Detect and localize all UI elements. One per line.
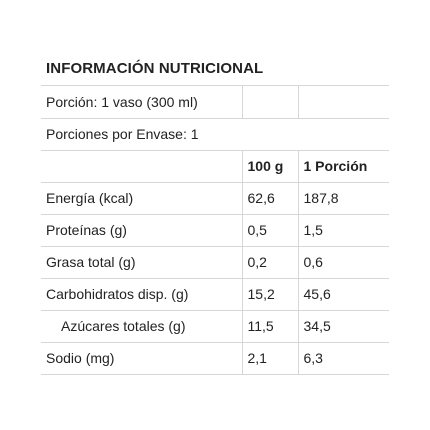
servings-per-container-row xyxy=(41,118,389,150)
nutrient-value-portion: 187,8 xyxy=(298,182,389,214)
nutrient-label: Grasa total (g) xyxy=(41,246,242,278)
nutrient-label: Energía (kcal) xyxy=(41,182,242,214)
serving-size: Porción: 1 vaso (300 ml) xyxy=(41,86,242,118)
nutrient-row-sugars xyxy=(41,310,389,342)
column-header-portion: 1 Porción xyxy=(298,150,389,182)
nutrition-title: INFORMACIÓN NUTRICIONAL xyxy=(41,52,389,86)
serving-empty-cell xyxy=(298,86,389,118)
column-header-empty xyxy=(41,150,242,182)
nutrient-value-100g: 0,2 xyxy=(242,246,298,278)
serving-row xyxy=(41,86,389,118)
nutrient-value-100g: 15,2 xyxy=(242,278,298,310)
nutrient-value-portion: 1,5 xyxy=(298,214,389,246)
nutrient-label: Carbohidratos disp. (g) xyxy=(41,278,242,310)
nutrient-value-100g: 62,6 xyxy=(242,182,298,214)
nutrient-row-protein xyxy=(41,214,389,246)
nutrition-facts-label xyxy=(41,52,389,375)
column-header-100g: 100 g xyxy=(242,150,298,182)
serving-empty-cell xyxy=(242,86,298,118)
nutrient-value-100g: 11,5 xyxy=(242,310,298,342)
nutrient-value-portion: 6,3 xyxy=(298,342,389,374)
nutrient-value-100g: 0,5 xyxy=(242,214,298,246)
nutrient-value-portion: 34,5 xyxy=(298,310,389,342)
column-header-row xyxy=(41,150,389,182)
nutrient-row-fat xyxy=(41,246,389,278)
nutrient-value-portion: 45,6 xyxy=(298,278,389,310)
servings-per-container: Porciones por Envase: 1 xyxy=(41,118,389,150)
nutrient-label: Sodio (mg) xyxy=(41,342,242,374)
nutrient-label: Azúcares totales (g) xyxy=(41,310,242,342)
nutrient-value-portion: 0,6 xyxy=(298,246,389,278)
nutrient-value-100g: 2,1 xyxy=(242,342,298,374)
nutrient-row-sodium xyxy=(41,342,389,374)
nutrient-row-carbohydrates xyxy=(41,278,389,310)
nutrient-label: Proteínas (g) xyxy=(41,214,242,246)
nutrition-table xyxy=(41,86,389,375)
nutrient-row-energy xyxy=(41,182,389,214)
